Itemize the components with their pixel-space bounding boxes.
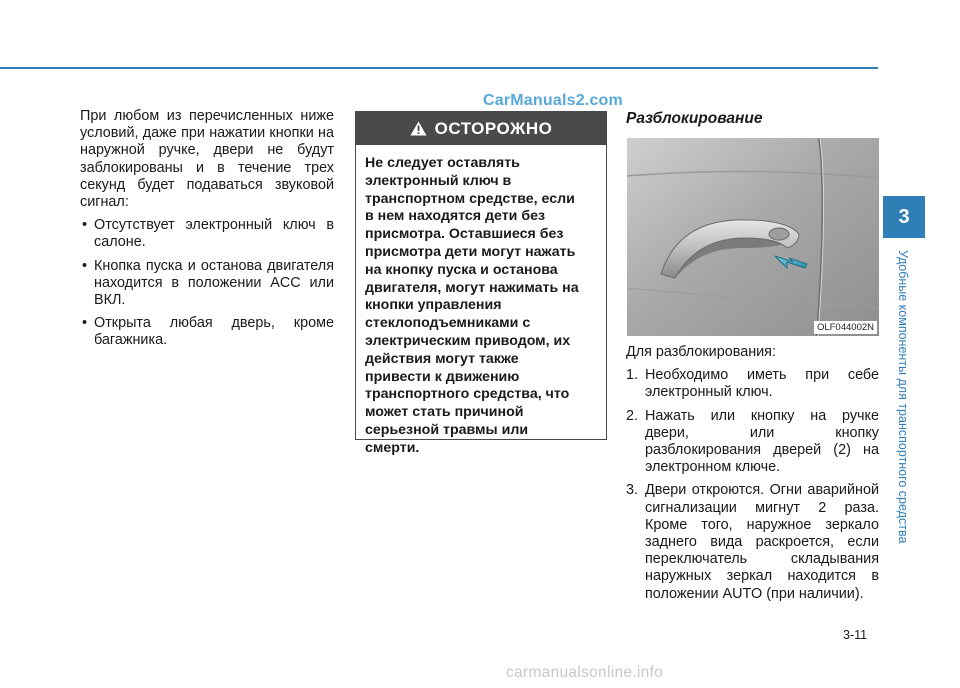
step-number: 3. xyxy=(626,482,639,499)
warning-line: транспортного средства, что xyxy=(365,386,570,403)
warning-line: транспортном средстве, если xyxy=(365,190,575,207)
unlock-steps xyxy=(626,344,879,603)
section-title: Разблокирование xyxy=(626,110,763,127)
header-rule xyxy=(0,67,878,69)
bullet-mark: • xyxy=(82,217,88,234)
warning-text xyxy=(356,145,606,458)
bullet-text: Открыта любая дверь, кроме багажника. xyxy=(94,315,334,349)
step-text: Нажать или кнопку на ручке двери, или кнопку разблокирования дверей (2) на электронном ключе. xyxy=(645,407,879,476)
door-handle-photo xyxy=(627,138,879,336)
warning-title: ОСТОРОЖНО xyxy=(434,118,553,138)
warning-line: может стать причиной xyxy=(365,404,524,421)
warning-triangle-icon xyxy=(410,121,427,136)
warning-line: смерти. xyxy=(365,439,420,456)
step-item xyxy=(626,408,879,477)
steps-intro: Для разблокирования: xyxy=(626,344,776,360)
photo-code: OLF044002N xyxy=(814,321,877,334)
left-column xyxy=(80,108,334,350)
bullet-mark: • xyxy=(82,257,88,274)
watermark-top: CarManuals2.com xyxy=(483,92,623,109)
warning-line: Не следует оставлять xyxy=(365,155,520,171)
bullet-item xyxy=(80,315,334,349)
step-number: 1. xyxy=(626,367,639,384)
warning-line: кнопки управления xyxy=(365,297,502,314)
footer-site-mark: carmanualsonline.info xyxy=(506,664,664,681)
warning-line: присмотра дети могут нажать xyxy=(365,243,576,260)
warning-line: двигателя, могут нажимать на xyxy=(365,279,579,296)
step-text: Необходимо иметь при себе электронный ключ. xyxy=(645,367,879,401)
warning-line: на кнопку пуска и останова xyxy=(365,261,558,278)
chapter-number-tab: 3 xyxy=(883,196,925,238)
bullet-item xyxy=(80,217,334,251)
warning-line: присмотра. Оставшиеся без xyxy=(365,226,564,243)
page-number: 3-11 xyxy=(843,628,868,642)
warning-line: в нем находятся дети без xyxy=(365,208,546,225)
step-item xyxy=(626,482,879,602)
warning-header xyxy=(356,112,606,145)
left-intro-text: При любом из перечисленных ниже условий, даже при нажатии кнопки на наружной ручке, двери не будут заблокированы и в течение трех секунд будет подаваться звуковой сигнал: xyxy=(80,108,334,211)
warning-line: серьезной травмы или xyxy=(365,421,529,438)
warning-line: электрическим приводом, их xyxy=(365,332,571,349)
warning-line: привести к движению xyxy=(365,368,520,385)
step-text: Двери откроются. Огни аварийной сигнализации мигнут 2 раза. Кроме того, наружное зеркало заднего вида раскроется, если переключатель складывания наружных зеркал находится в положении AUTO (при наличии). xyxy=(645,482,879,602)
step-item xyxy=(626,367,879,401)
warning-line: стеклоподъемниками с xyxy=(365,315,531,332)
warning-line: электронный ключ в xyxy=(365,172,512,189)
step-number: 2. xyxy=(626,407,639,424)
bullet-text: Кнопка пуска и останова двигателя находится в положении ACC или ВКЛ. xyxy=(94,257,334,309)
bullet-mark: • xyxy=(82,315,88,332)
warning-line: действия могут также xyxy=(365,350,519,367)
bullet-item xyxy=(80,258,334,310)
bullet-text: Отсутствует электронный ключ в салоне. xyxy=(94,217,334,251)
chapter-title: Удобные компоненты для транспортного средства xyxy=(896,250,910,544)
warning-box xyxy=(355,111,607,456)
door-handle-illustration xyxy=(627,138,879,336)
